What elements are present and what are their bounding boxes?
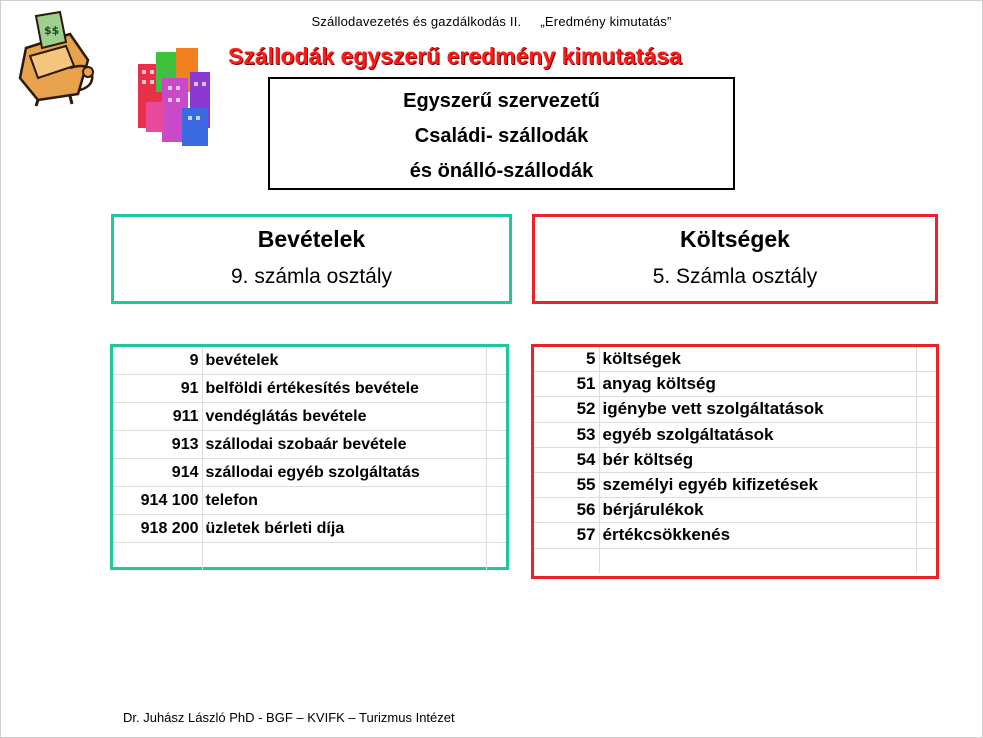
table-row <box>113 543 506 571</box>
table-row <box>534 347 936 372</box>
account-name: bérjárulékok <box>599 498 916 523</box>
empty-cell <box>486 515 506 543</box>
table-row <box>534 447 936 472</box>
table-row <box>534 397 936 422</box>
account-code: 51 <box>534 372 599 397</box>
table-row <box>113 487 506 515</box>
account-code: 52 <box>534 397 599 422</box>
table-row <box>534 472 936 497</box>
account-name: telefon <box>202 487 486 515</box>
empty-cell <box>486 487 506 515</box>
account-name: értékcsökkenés <box>599 523 916 548</box>
org-line-3: és önálló-szállodák <box>409 160 594 182</box>
table-row <box>534 498 936 523</box>
revenue-accounts-table <box>110 344 509 570</box>
account-code: 54 <box>534 447 599 472</box>
account-name: igénybe vett szolgáltatások <box>599 397 916 422</box>
svg-text:$$: $$ <box>44 24 60 37</box>
table-row <box>113 375 506 403</box>
account-name: személyi egyéb kifizetések <box>599 472 916 497</box>
city-buildings-clipart-icon <box>132 42 224 152</box>
account-code: 57 <box>534 523 599 548</box>
costs-subtitle: 5. Számla osztály <box>652 265 818 288</box>
cost-accounts-table <box>531 344 939 579</box>
account-name <box>202 543 486 571</box>
account-name: költségek <box>599 347 916 372</box>
empty-cell <box>916 472 936 497</box>
costs-category-box <box>532 214 938 304</box>
empty-cell <box>486 347 506 375</box>
account-code: 56 <box>534 498 599 523</box>
empty-cell <box>916 397 936 422</box>
table-row <box>534 523 936 548</box>
table-row <box>534 422 936 447</box>
account-name: vendéglátás bevétele <box>202 403 486 431</box>
table-row <box>113 431 506 459</box>
course-name: Szállodavezetés és gazdálkodás II. <box>311 14 522 29</box>
account-code: 914 100 <box>113 487 202 515</box>
account-name: egyéb szolgáltatások <box>599 422 916 447</box>
account-code: 9 <box>113 347 202 375</box>
page-title: Szállodák egyszerű eredmény kimutatása <box>228 43 682 69</box>
account-name: szállodai szobaár bevétele <box>202 431 486 459</box>
account-code: 91 <box>113 375 202 403</box>
money-register-clipart-icon <box>8 8 100 108</box>
footer-credit: Dr. Juhász László PhD - BGF – KVIFK – Turizmus Intézet <box>123 710 455 725</box>
topic-name: „Eredmény kimutatás” <box>540 14 672 29</box>
empty-cell <box>486 459 506 487</box>
empty-cell <box>916 422 936 447</box>
revenues-title: Bevételek <box>257 226 366 252</box>
empty-cell <box>916 347 936 372</box>
empty-cell <box>916 372 936 397</box>
account-code: 911 <box>113 403 202 431</box>
account-code: 5 <box>534 347 599 372</box>
account-code <box>534 548 599 573</box>
account-name: bevételek <box>202 347 486 375</box>
table-row <box>534 548 936 573</box>
table-row <box>113 515 506 543</box>
empty-cell <box>486 543 506 571</box>
empty-cell <box>486 431 506 459</box>
revenues-subtitle: 9. számla osztály <box>230 265 393 288</box>
account-code: 55 <box>534 472 599 497</box>
account-name <box>599 548 916 573</box>
org-line-1: Egyszerű szervezetű <box>403 90 600 112</box>
revenues-category-box <box>111 214 512 304</box>
slide-header <box>0 14 983 29</box>
table-row <box>113 347 506 375</box>
account-code: 913 <box>113 431 202 459</box>
table-row <box>534 372 936 397</box>
account-name: szállodai egyéb szolgáltatás <box>202 459 486 487</box>
account-name: üzletek bérleti díja <box>202 515 486 543</box>
account-name: anyag költség <box>599 372 916 397</box>
account-code: 53 <box>534 422 599 447</box>
org-line-2: Családi- szállodák <box>414 125 589 147</box>
empty-cell <box>486 375 506 403</box>
organization-box <box>268 77 735 190</box>
account-code <box>113 543 202 571</box>
account-name: bér költség <box>599 447 916 472</box>
empty-cell <box>916 548 936 573</box>
empty-cell <box>916 523 936 548</box>
costs-title: Költségek <box>680 226 790 252</box>
account-code: 914 <box>113 459 202 487</box>
table-row <box>113 459 506 487</box>
empty-cell <box>916 498 936 523</box>
empty-cell <box>916 447 936 472</box>
empty-cell <box>486 403 506 431</box>
account-code: 918 200 <box>113 515 202 543</box>
account-name: belföldi értékesítés bevétele <box>202 375 486 403</box>
table-row <box>113 403 506 431</box>
